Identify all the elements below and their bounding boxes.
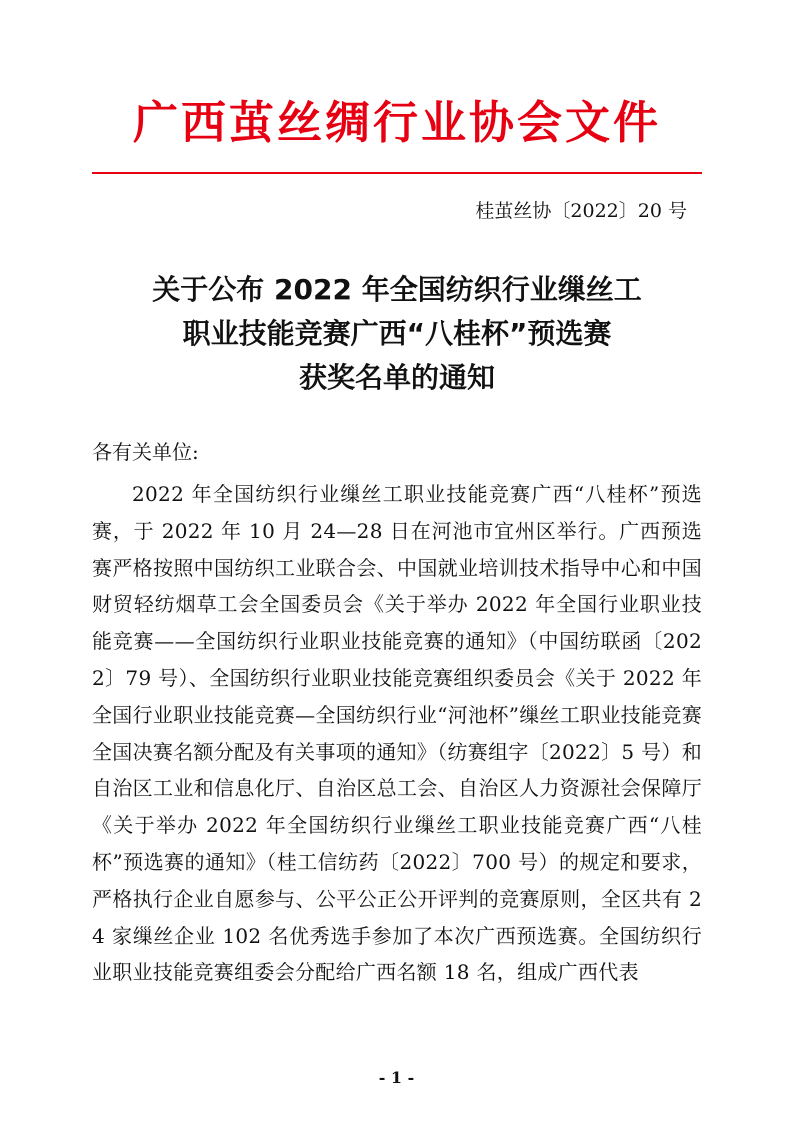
document-number: 桂茧丝协〔2022〕20 号 xyxy=(475,200,687,222)
notice-title-line-1: 关于公布 2022 年全国纺织行业缫丝工 xyxy=(152,273,642,306)
document-header-title: 广西茧丝绸行业协会文件 xyxy=(132,96,661,149)
notice-title-line-3: 获奖名单的通知 xyxy=(298,361,495,394)
red-header-rule xyxy=(92,172,702,174)
notice-title-line-2: 职业技能竞赛广西“八桂杯”预选赛 xyxy=(182,317,612,350)
body-paragraph: 2022 年全国纺织行业缫丝工职业技能竞赛广西“八桂杯”预选赛，于 2022 年 10 月 24—28 日在河池市宜州区举行。广西预选赛严格按照中国纺织工业联合会、中国就业培训技术指导中心和中国财贸轻纺烟草工会全国委员会《关于举办 2022 年全国行业职业技能竞赛——全国纺织行业职业技能竞赛的通知》（中国纺联函〔2022〕79 号）、全国纺织行业职业技能竞赛组织委员会《关于 2022 年全国行业职业技能竞赛—全国纺织行业“河池杯”缫丝工职业技能竞赛全国决赛名额分配及有关事项的通知》（纺赛组字〔2022〕5 号）和自治区工业和信息化厅、自治区总工会、自治区人力资源社会保障厅《关于举办 2022 年全国纺织行业缫丝工职业技能竞赛广西“八桂杯”预选赛的通知》（桂工信纺药〔2022〕700 号）的规定和要求，严格执行企业自愿参与、公平公正公开评判的竞赛原则，全区共有 24 家缫丝企业 102 名优秀选手参加了本次广西预选赛。全国纺织行业职业技能竞赛组委会分配给广西名额 18 名，组成广西代表 xyxy=(92,482,702,985)
page-number: - 1 - xyxy=(378,1068,415,1087)
salutation: 各有关单位: xyxy=(92,440,199,464)
notice-title xyxy=(92,268,702,400)
